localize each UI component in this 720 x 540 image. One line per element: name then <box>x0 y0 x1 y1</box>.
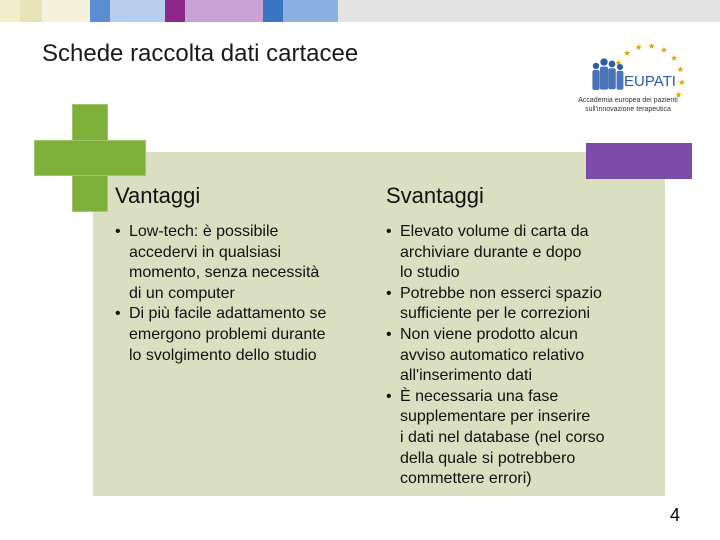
bullet-line: • Elevato volume di carta da <box>400 223 589 240</box>
pros-heading: Vantaggi <box>115 183 201 208</box>
bullet-line: della quale si potrebbero <box>400 449 576 467</box>
bullet-item <box>386 222 656 284</box>
person-icon <box>608 61 616 90</box>
bullet-line: commettere errori) <box>400 470 532 488</box>
person-icon <box>592 63 599 90</box>
top-bar-segment <box>165 0 185 22</box>
bullet-line: momento, senza necessità <box>129 264 320 282</box>
bullet-line: • Potrebbe non esserci spazio <box>400 284 602 302</box>
star-icon <box>624 50 630 56</box>
pros-list <box>115 222 370 366</box>
bullet-line: lo svolgimento dello studio <box>129 346 317 364</box>
top-bar-segment <box>0 0 20 22</box>
bullet-line: all'inserimento dati <box>400 367 533 385</box>
bullet-item <box>115 304 370 366</box>
bullet-line: emergono problemi durante <box>129 325 326 343</box>
bullet-line: avviso automatico relativo <box>400 346 585 364</box>
bullet-line: archiviare durante e dopo <box>400 243 582 261</box>
top-bar-segment <box>185 0 263 22</box>
bullet-line: • Low-tech: è possibile <box>129 223 279 240</box>
top-bar-segment <box>20 0 42 22</box>
bullet-line: • Di più facile adattamento se <box>129 305 327 323</box>
person-icon <box>600 58 608 89</box>
plus-icon-horizontal <box>34 140 146 176</box>
bullet-item <box>386 325 656 387</box>
bullet-line: accedervi in qualsiasi <box>129 243 282 261</box>
minus-icon <box>586 143 692 179</box>
star-icon <box>671 55 677 61</box>
logo-caption-line1: Accademia europea dei pazienti <box>578 97 678 104</box>
bullet-line: • Non viene prodotto alcun <box>400 325 578 343</box>
top-bar-segment <box>338 0 720 22</box>
cons-heading: Svantaggi <box>386 183 484 208</box>
logo-wordmark: EUPATI <box>624 73 676 90</box>
star-icon <box>649 43 655 49</box>
top-bar-segment <box>263 0 283 22</box>
star-icon <box>661 47 667 53</box>
logo-caption-line2: sull'innovazione terapeutica <box>585 106 671 113</box>
bullet-line: • È necessaria una fase <box>400 387 559 405</box>
star-icon <box>636 44 642 50</box>
top-bar-segment <box>90 0 110 22</box>
bullet-item <box>386 284 656 325</box>
person-icon <box>617 64 624 90</box>
bullet-line: di un computer <box>129 284 235 302</box>
cons-list <box>386 222 656 490</box>
page-number: 4 <box>670 505 681 525</box>
top-bar-segment <box>283 0 338 22</box>
bullet-line: supplementare per inserire <box>400 408 591 426</box>
star-icon <box>679 79 685 85</box>
bullet-line: sufficiente per le correzioni <box>400 305 591 323</box>
bullet-line: i dati nel database (nel corso <box>400 428 605 446</box>
top-bar-segment <box>110 0 165 22</box>
bullet-item <box>386 387 656 490</box>
star-icon <box>677 66 683 72</box>
bullet-item <box>115 222 370 304</box>
bullet-line: lo studio <box>400 264 460 282</box>
slide-title: Schede raccolta dati cartacee <box>42 40 359 67</box>
top-color-bar <box>0 0 720 22</box>
top-bar-segment <box>42 0 90 22</box>
logo-caption <box>566 96 690 114</box>
